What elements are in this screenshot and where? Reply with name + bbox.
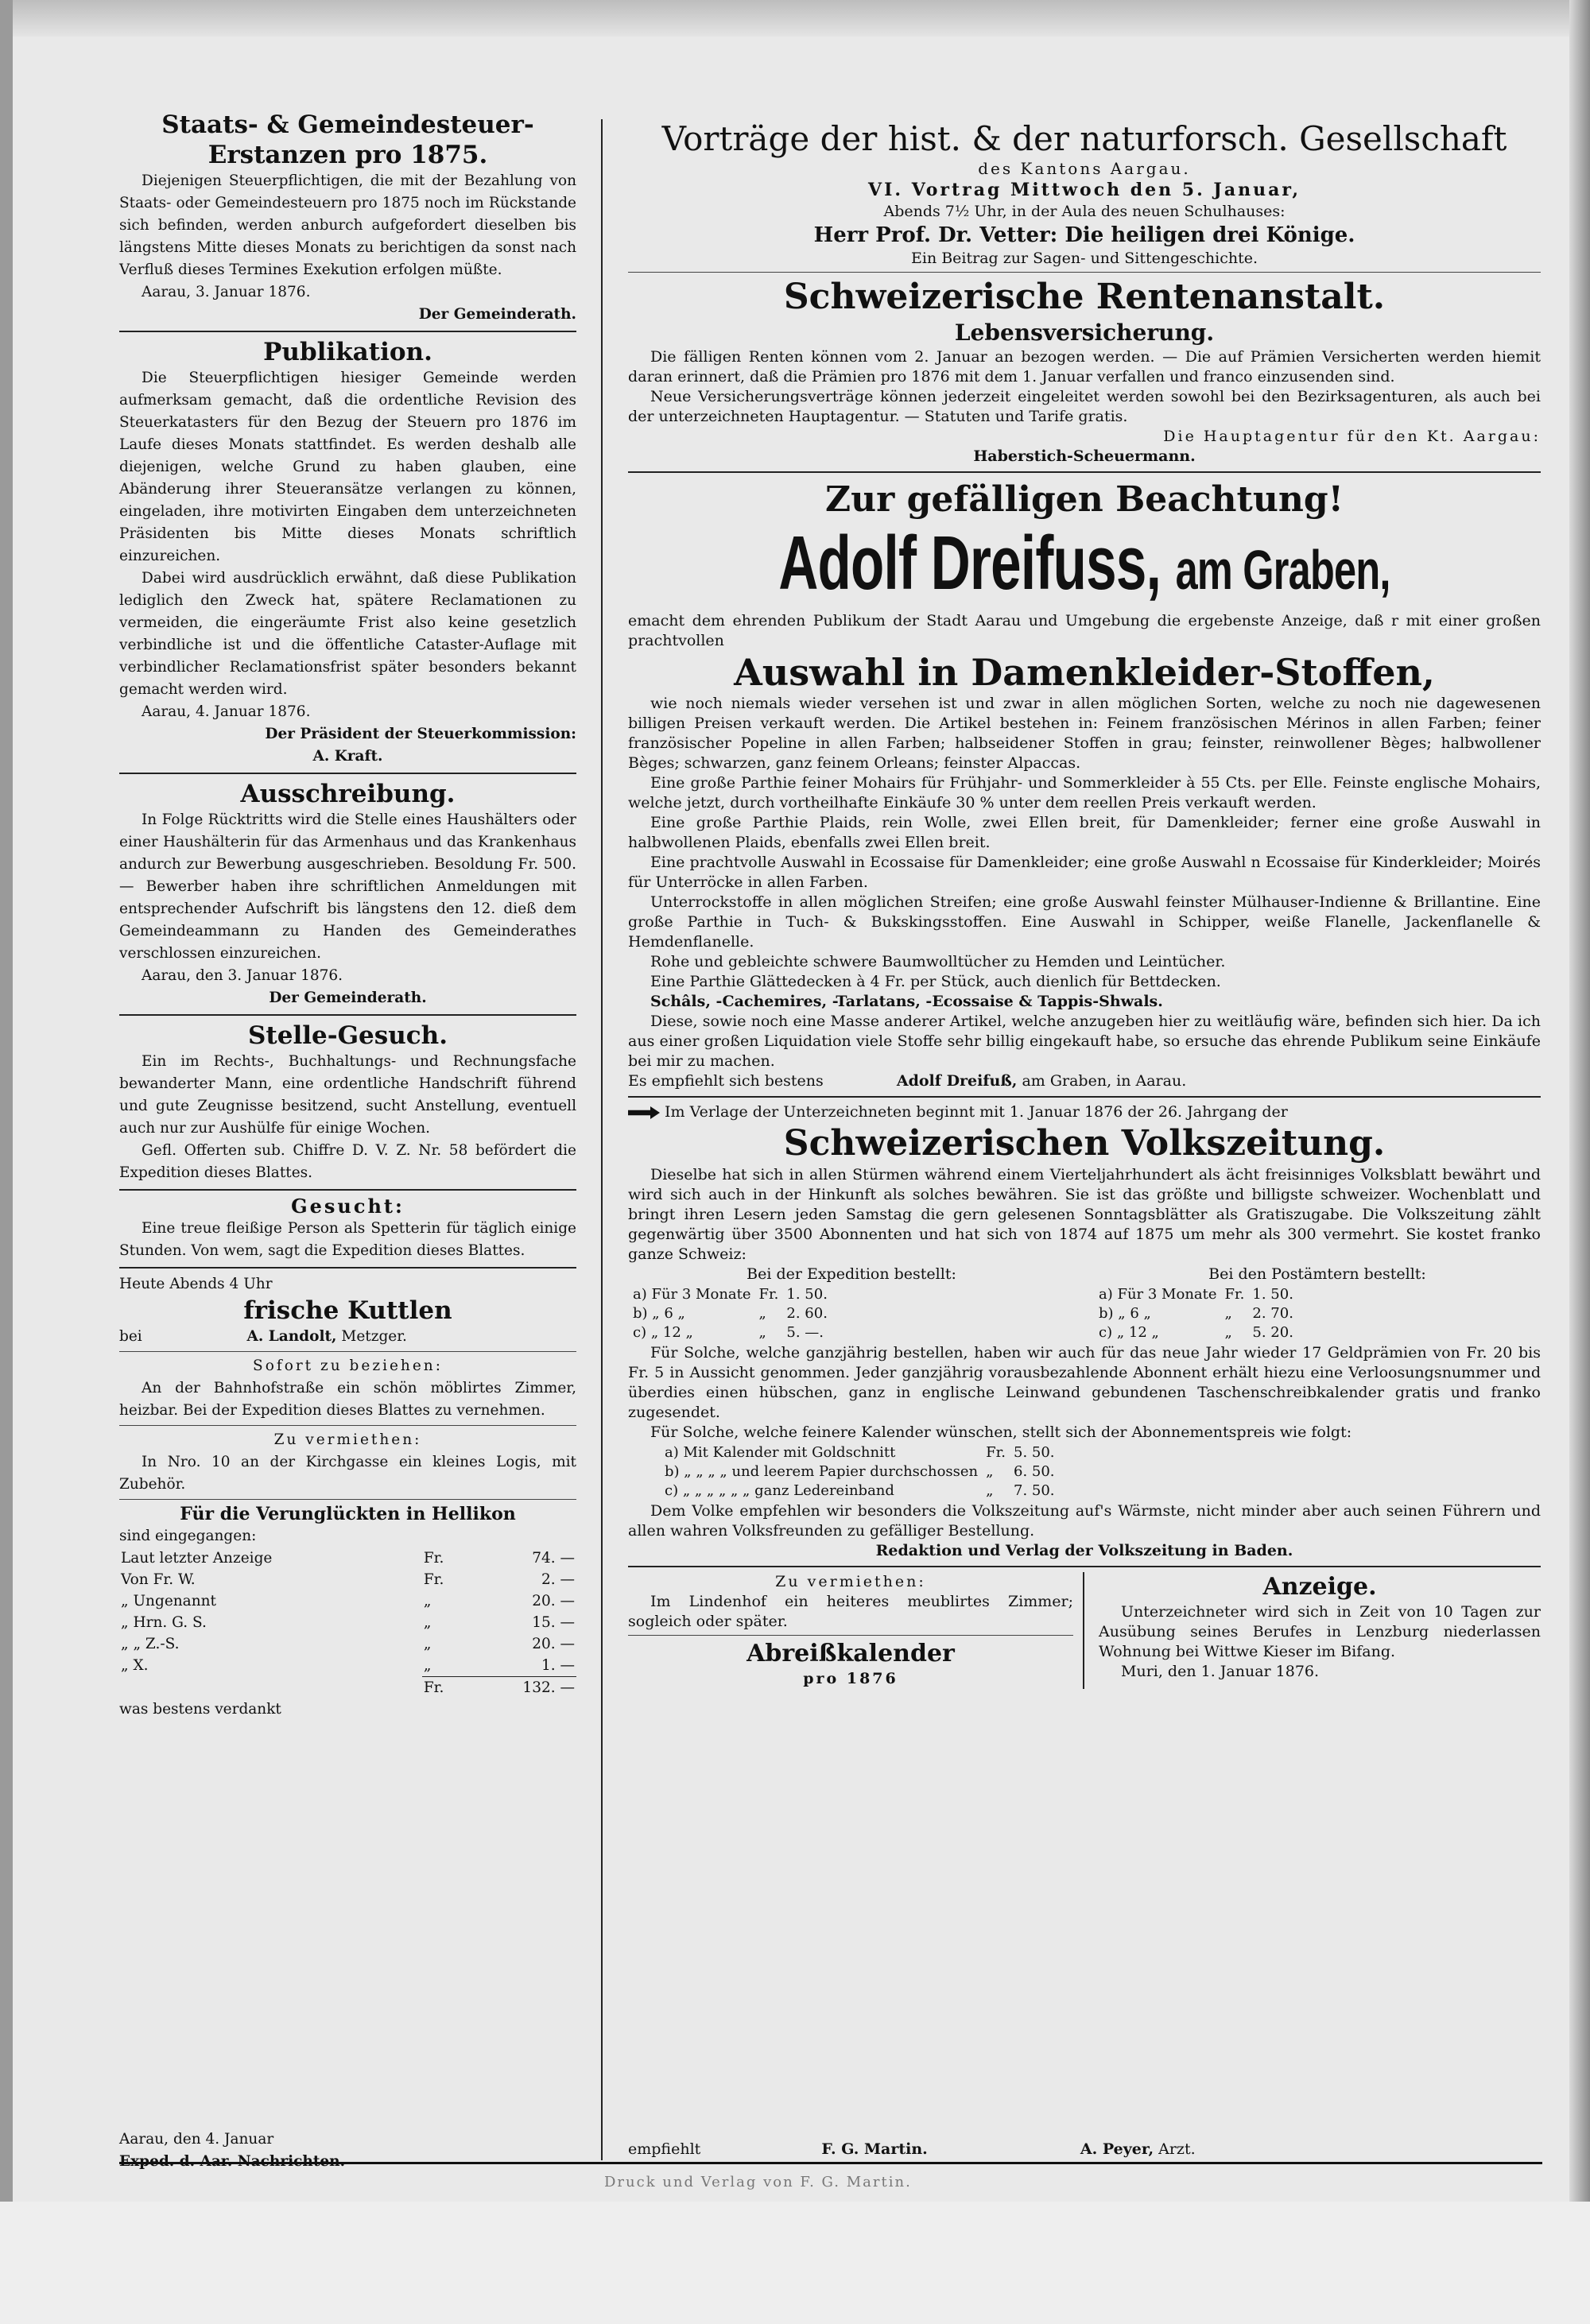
table-row [630, 1305, 831, 1323]
notice-kuttlen [119, 1273, 576, 1348]
currency: „ [986, 1482, 994, 1499]
notice-publikation [119, 337, 576, 768]
ad-body: Dem Volke empfehlen wir besonders die Volkszeitung auf's Wärmste, nicht minder aber auch seinen Führern und allen wahren Volksfreunden zu gefälliger Bestellung. [628, 1502, 1541, 1540]
divider [119, 331, 576, 332]
notice-title: Publikation. [263, 338, 432, 366]
notice-title: Staats- & Gemeindesteuer- [161, 110, 534, 139]
ad-title: Zu vermiethen: [775, 1573, 926, 1590]
ad-body: Diese, sowie noch eine Masse anderer Artikel, welche anzugeben hier zu weitläufig wäre, befinden sich hier. Da ich aus einer großen Liquidation viele Stoffe sehr billig eingekauft habe, so ersuche das ehrende Publikum seine Einkäufe bei mir zu machen. [628, 1013, 1541, 1070]
price-value: 5. —. [786, 1324, 824, 1341]
page-bottom-margin [0, 2202, 1590, 2324]
notice-title: Zu vermiethen: [273, 1431, 422, 1448]
ad-body: Unterzeichneter wird sich in Zeit von 10 Tagen zur Ausübung seines Berufes in Lenzburg niederlassen Wohnung bei Wittwe Kieser im Bifang. [1099, 1603, 1541, 1660]
ad-title: Anzeige. [1262, 1573, 1377, 1601]
ad-body: Neue Versicherungsverträge können jederzeit eingeleitet werden sowohl bei den Bezirksagenturen, als auch bei der unterzeichneten Hauptagentur. — Statuten und Tarife gratis. [628, 388, 1541, 425]
divider [628, 1635, 1073, 1636]
notice-body: Gefl. Offerten sub. Chiffre D. V. Z. Nr. 58 befördert die Expedition dieses Blattes. [119, 1142, 576, 1181]
notice-body: Eine treue fleißige Person als Spetterin für täglich einige Stunden. Von wem, sagt die Expedition dieses Blattes. [119, 1220, 576, 1259]
ad-subtitle: des Kantons Aargau. [978, 159, 1191, 178]
notice-body: In Folge Rücktritts wird die Stelle eines Haushälters oder einer Haushälterin für das Armenhaus und das Krankenhaus andurch zur Bewerbung ausgeschrieben. Besoldung Fr. 500. — Bewerber haben ihre schriftlichen Anmeldungen mit entsprechender Aufschrift bis längstens den 12. dieß dem Gemeindeammann zu Handen des Gemeinderathes verschlossen einzureichen. [119, 811, 576, 962]
column-divider [601, 119, 603, 2160]
notice-title: Erstanzen pro 1875. [207, 141, 488, 169]
ad-body: Die fälligen Renten können vom 2. Januar an bezogen werden. — Die auf Prämien Versicherten werden hiemit daran erinnert, daß die Prämien pro 1876 mit dem 1. Januar verfallen und franco einzusenden sind. [628, 348, 1541, 385]
divider [119, 1351, 576, 1352]
notice-hellikon [119, 1503, 576, 1721]
ad-body: Für Solche, welche ganzjährig bestellen, haben wir auch für das neue Jahr wieder 17 Geldprämien von Fr. 20 bis Fr. 5 in Aussicht genommen. Jeder ganzjährig vorausbezahlende Abonnent erhält hiezu eine Verloosungsnummer und überdies einen hübschen, ganz in englische Leinwand gebundenen Taschenschreibkalender gratis und franko zugesendet. [628, 1344, 1541, 1421]
bottom-left [119, 2128, 576, 2173]
ad-volkszeitung [628, 1102, 1541, 1561]
ad-signature-place: am Graben, in Aarau. [1022, 1072, 1187, 1090]
ad-title: Vorträge der hist. & der naturforsch. Gesellschaft [661, 119, 1507, 158]
ad-signature: F. G. Martin. [821, 2140, 928, 2158]
notice-title: Ausschreibung. [240, 780, 456, 808]
ad-body: Rohe und gebleichte schwere Baumwolltücher zu Hemden und Leintücher. [650, 953, 1226, 970]
small-ads-left [628, 1572, 1084, 1689]
amount: 15. — [532, 1614, 575, 1631]
merchant-place: am Graben, [1175, 539, 1390, 601]
left-column [119, 110, 576, 1721]
price-value: 6. 50. [1014, 1463, 1055, 1480]
price-head: Bei der Expedition bestellt: [747, 1265, 956, 1283]
ad-signature-title: Arzt. [1158, 2140, 1196, 2158]
divider [119, 773, 576, 774]
merchant-banner [756, 522, 1414, 611]
merchant-trade: Metzger. [341, 1328, 407, 1345]
price-value: 5. 20. [1252, 1324, 1293, 1341]
notice-body: Dabei wird ausdrücklich erwähnt, daß diese Publikation lediglich den Zweck hat, spätere Reclamationen zu vermeiden, die eingeräumte Frist also keine gesetzlich verbindliche ist und die öffentliche Cataster-Auflage mit verbindlicher Reclamationsfrist später besonders bekannt gemacht werden wird. [119, 570, 576, 698]
ad-body: Im Lindenhof ein heiteres meublirtes Zimmer; sogleich oder später. [628, 1593, 1073, 1630]
total-amount: 132. — [468, 1677, 576, 1699]
table-row [630, 1286, 831, 1303]
amount: 20. — [532, 1593, 575, 1609]
notice-gesucht [119, 1195, 576, 1262]
notice-body: Diejenigen Steuerpflichtigen, die mit der Bezahlung von Staats- oder Gemeindesteuern pro 1875 noch im Rückstande sich befinden, werden anburch aufgefordert dieselben bis längstens Mitte dieses Monats zu berichtigen da sonst nach Verfluß dieses Termines Exekution erfolgen müßte. [119, 172, 576, 278]
notice-line: Heute Abends 4 Uhr [119, 1276, 273, 1292]
pointing-hand-icon [628, 1106, 660, 1119]
ad-signature: Die Hauptagentur für den Kt. Aargau: [1163, 428, 1541, 445]
notice-body: Ein im Rechts-, Buchhaltungs- und Rechnungsfache bewanderter Mann, eine ordentliche Handschrift führend und gute Zeugnisse besitzend, sucht Anstellung, eventuell auch nur zur Aushülfe für einige Wochen. [119, 1053, 576, 1137]
table-row [119, 1590, 576, 1612]
price-columns [628, 1265, 1541, 1343]
lecture-note: Ein Beitrag zur Sagen- und Sittengeschichte. [911, 250, 1258, 267]
right-column [628, 119, 1541, 1689]
ad-subtitle: Lebensversicherung. [954, 320, 1215, 346]
notice-date: Aarau, den 4. Januar [119, 2131, 274, 2148]
bottom-rule [119, 2162, 1542, 2164]
ad-title: Auswahl in Damenkleider-Stoffen, [734, 651, 1435, 694]
price-value: 2. 70. [1252, 1305, 1293, 1322]
notice-signature: Exped. d. Aar. Nachrichten. [119, 2153, 346, 2170]
closing-line: Es empfiehlt sich bestens [628, 1072, 824, 1090]
notice-ausschreibung [119, 779, 576, 1009]
currency: Fr. [758, 1286, 779, 1303]
ad-headline: Zur gefälligen Beachtung! [825, 479, 1344, 520]
notice-sofort [119, 1355, 576, 1422]
currency: „ [423, 1593, 432, 1609]
bei-label: bei [119, 1328, 142, 1345]
notice-line [119, 1326, 576, 1348]
ad-vortraege [628, 119, 1541, 269]
ad-body: Schâls, -Cachemires, -Tarlatans, -Ecossaise & Tappis-Shwals. [650, 993, 1163, 1010]
scan-top-edge [0, 0, 1590, 37]
notice-date: Aarau, 4. Januar 1876. [142, 703, 311, 720]
ad-body: emacht dem ehrenden Publikum der Stadt Aarau und Umgebung die ergebenste Anzeige, daß r mit einer großen prachtvollen [628, 612, 1541, 649]
ad-intro [628, 1102, 1541, 1122]
notice-body: In Nro. 10 an der Kirchgasse ein kleines Logis, mit Zubehör. [119, 1454, 576, 1493]
ad-title: Schweizerische Rentenanstalt. [783, 277, 1386, 317]
table-row [119, 1655, 576, 1677]
price-label: b) „ „ „ „ und leerem Papier durchschossen [665, 1463, 979, 1480]
ad-signature: A. Peyer, [1080, 2140, 1154, 2158]
price-value: 1. 50. [1252, 1286, 1293, 1303]
table-row [119, 1612, 576, 1633]
price-value: 5. 50. [1014, 1444, 1055, 1461]
notice-title: Für die Verunglückten in Hellikon [180, 1504, 516, 1524]
divider [628, 1566, 1541, 1567]
divider [628, 471, 1541, 473]
table-row [119, 1547, 576, 1569]
ad-title: Abreißkalender [747, 1640, 955, 1667]
small-ads-right [1084, 1572, 1541, 1689]
ad-body: Unterrockstoffe in allen möglichen Streifen; eine große Auswahl feinster Mülhauser-Indienne & Brillantine. Eine große Parthie in Tuch- & Bukskingsstoffen. Eine Auswahl in Schipper, weiße Flanelle, Jackenflanelle & Hemdenflanelle. [628, 893, 1541, 951]
abreiss-signature-line [628, 2140, 1542, 2159]
divider [119, 1425, 576, 1426]
currency: „ [423, 1614, 432, 1631]
ad-body: Eine Parthie Glättedecken à 4 Fr. per Stück, auch dienlich für Bettdecken. [650, 973, 1221, 990]
small-ads-row [628, 1572, 1541, 1689]
currency: Fr. [986, 1444, 1006, 1461]
ad-closing [628, 1071, 1541, 1091]
notice-signature: Der Gemeinderath. [269, 990, 427, 1006]
price-label: c) „ 12 „ [1099, 1324, 1159, 1341]
table-row [630, 1324, 831, 1342]
notice-body: An der Bahnhofstraße ein schön möblirtes Zimmer, heizbar. Bei der Expedition dieses Blattes zu vernehmen. [119, 1380, 576, 1419]
currency: „ [1224, 1324, 1232, 1341]
divider [119, 1267, 576, 1269]
ad-signature: Redaktion und Verlag der Volkszeitung in Baden. [875, 1542, 1293, 1559]
price-label: c) „ „ „ „ „ „ ganz Ledereinband [665, 1482, 894, 1499]
currency: „ [758, 1305, 766, 1322]
notice-title: Sofort zu beziehen: [253, 1358, 443, 1374]
notice-signature: Der Gemeinderath. [418, 306, 576, 323]
imprint-line: Druck und Verlag von F. G. Martin. [604, 2174, 912, 2190]
divider [628, 1096, 1541, 1098]
donor-label: „ Hrn. G. S. [121, 1614, 207, 1631]
amount: 1. — [541, 1657, 575, 1674]
ad-body: Eine große Parthie Plaids, rein Wolle, zwei Ellen breit, für Damenkleider; ferner eine große Auswahl in halbwollenen Plaids, ebenfalls zwei Ellen breit. [628, 814, 1541, 851]
currency: „ [423, 1636, 432, 1652]
price-label: c) „ 12 „ [633, 1324, 693, 1341]
price-table [1094, 1284, 1298, 1343]
amount: 74. — [532, 1550, 575, 1567]
lecture-speaker: Herr Prof. Dr. Vetter: Die heiligen drei Könige. [813, 223, 1355, 247]
total-row [119, 1677, 576, 1699]
notice-subtitle: sind eingegangen: [119, 1528, 257, 1544]
ad-signature: Haberstich-Scheuermann. [973, 447, 1196, 465]
ad-title: Schweizerischen Volkszeitung. [783, 1123, 1386, 1164]
lecture-line: VI. Vortrag Mittwoch den 5. Januar, [868, 180, 1301, 200]
table-row [1096, 1305, 1297, 1323]
price-table [628, 1284, 832, 1343]
donor-label: „ „ Z.-S. [121, 1636, 180, 1652]
divider [119, 1189, 576, 1191]
table-row [661, 1463, 1058, 1481]
currency: „ [986, 1463, 994, 1480]
ad-dreifuss [628, 478, 1541, 1091]
donor-label: Laut letzter Anzeige [121, 1550, 273, 1567]
table-row [1096, 1324, 1297, 1342]
thanks-line: was bestens verdankt [119, 1701, 281, 1718]
notice-staatssteuer [119, 110, 576, 326]
recommend-label: empfiehlt [628, 2140, 701, 2158]
merchant-name: Adolf Dreifuss, [778, 521, 1161, 606]
price-column-expedition [628, 1265, 1075, 1343]
ad-subtitle: pro 1876 [803, 1670, 898, 1687]
price-column-post [1094, 1265, 1541, 1343]
notice-signature: Der Präsident der Steuerkommission: [265, 726, 576, 742]
ad-body: Dieselbe hat sich in allen Stürmen während einem Vierteljahrhundert als ächt freisinniges Volksblatt bewährt und wird sich auch in der Hinkunft als solches bewähren. Sie ist das größte und billigste schweizer. Wochenblatt und bringt ihren Lesern jeden Samstag die gern gelesenen Sonntagsblätter als Gratiszugabe. Die Volkszeitung zählt gegenwärtig über 3500 Abonnenten und hat sich von 1874 auf 1875 um mehr als 300 vermehrt. Sie kostet franko ganze Schweiz: [628, 1166, 1541, 1263]
divider [628, 272, 1541, 273]
price-label: a) Für 3 Monate [633, 1286, 751, 1303]
ad-signature: Adolf Dreifuß, [896, 1072, 1018, 1090]
ad-zimmer [628, 1572, 1073, 1632]
currency: „ [1224, 1305, 1232, 1322]
price-value: 7. 50. [1014, 1482, 1055, 1499]
divider [119, 1014, 576, 1016]
ad-body: Für Solche, welche feinere Kalender wünschen, stellt sich der Abonnementspreis wie folgt: [650, 1423, 1352, 1441]
table-row [119, 1633, 576, 1655]
donation-table [119, 1547, 576, 1698]
currency: Fr. [1224, 1286, 1245, 1303]
ad-rentenanstalt [628, 276, 1541, 467]
price-value: 2. 60. [786, 1305, 828, 1322]
hellikon-date-line [119, 2128, 576, 2151]
price-label: b) „ 6 „ [633, 1305, 685, 1322]
price-value: 1. 50. [786, 1286, 828, 1303]
ad-date: Muri, den 1. Januar 1876. [1121, 1663, 1320, 1680]
currency: Fr. [423, 1550, 444, 1567]
notice-signature: A. Kraft. [312, 748, 383, 765]
calendar-price-table [660, 1443, 1060, 1501]
ad-anzeige [1099, 1572, 1541, 1682]
bottom-right [628, 2128, 1542, 2159]
currency: „ [758, 1324, 766, 1341]
table-row [661, 1482, 1058, 1500]
currency: Fr. [422, 1677, 468, 1699]
ad-body: Eine prachtvolle Auswahl in Ecossaise für Damenkleider; eine große Auswahl n Ecossaise für Kinderkleider; Moirés für Unterröcke in allen Farben. [628, 854, 1541, 891]
price-label: a) Mit Kalender mit Goldschnitt [665, 1444, 896, 1461]
notice-date: Aarau, 3. Januar 1876. [142, 284, 311, 300]
amount: 2. — [541, 1571, 575, 1588]
notice-body: Die Steuerpflichtigen hiesiger Gemeinde werden aufmerksam gemacht, daß die ordentliche Revision des Steuerkatasters für den Bezug der Steuern pro 1876 im Laufe dieses Monats stattfindet. Es werden deshalb alle diejenigen, welche Grund zu haben glauben, eine Abänderung ihrer Steueransätze verlangen zu können, eingeladen, ihre motivirten Eingaben dem unterzeichneten Präsidenten bis Mitte dieses Monats schriftlich einzureichen. [119, 370, 576, 564]
amount: 20. — [532, 1636, 575, 1652]
merchant-name: A. Landolt, [246, 1328, 337, 1345]
table-row [661, 1444, 1058, 1462]
table-row [119, 1569, 576, 1590]
divider [119, 1499, 576, 1500]
currency: „ [423, 1657, 432, 1674]
notice-title: Stelle-Gesuch. [248, 1021, 448, 1050]
price-label: a) Für 3 Monate [1099, 1286, 1217, 1303]
table-row [1096, 1286, 1297, 1303]
donor-label: „ Ungenannt [121, 1593, 216, 1609]
scan-right-edge [1569, 0, 1590, 2324]
scan-left-edge [0, 0, 13, 2324]
donor-label: „ X. [121, 1657, 149, 1675]
notice-vermiethen [119, 1429, 576, 1496]
intro-text: Im Verlage der Unterzeichneten beginnt mit 1. Januar 1876 der 26. Jahrgang der [665, 1103, 1288, 1121]
notice-stellegesuch [119, 1021, 576, 1184]
donor-label: Von Fr. W. [121, 1571, 196, 1588]
notice-title: Gesucht: [291, 1195, 405, 1218]
currency: Fr. [423, 1571, 444, 1588]
ad-abreisskalender [628, 1639, 1073, 1689]
ad-body: wie noch niemals wieder versehen ist und zwar in allen möglichen Sorten, welche zu noch nie dagewesenen billigen Preisen verkauft werden. Die Artikel bestehen in: Feinem französischen Mérinos in allen Farben; feiner französischer Popeline in allen Farben; halbseidener Stoffen in grau; feinster, reinwollener Bèges; halbwollener Bèges; schwarzen, ganz feinem Orleans; feinster Alpaccas. [628, 695, 1541, 772]
lecture-time: Abends 7½ Uhr, in der Aula des neuen Schulhauses: [883, 203, 1286, 220]
price-head: Bei den Postämtern bestellt: [1208, 1265, 1426, 1283]
price-label: b) „ 6 „ [1099, 1305, 1151, 1322]
ad-body: Eine große Parthie feiner Mohairs für Frühjahr- und Sommerkleider à 55 Cts. per Elle. Feinste englische Mohairs, welche jetzt, durch vortheilhafte Einkäufe 30 % unter dem reellen Preis verkauft werden. [628, 774, 1541, 811]
notice-date: Aarau, den 3. Januar 1876. [142, 967, 343, 984]
notice-title: frische Kuttlen [243, 1296, 452, 1325]
